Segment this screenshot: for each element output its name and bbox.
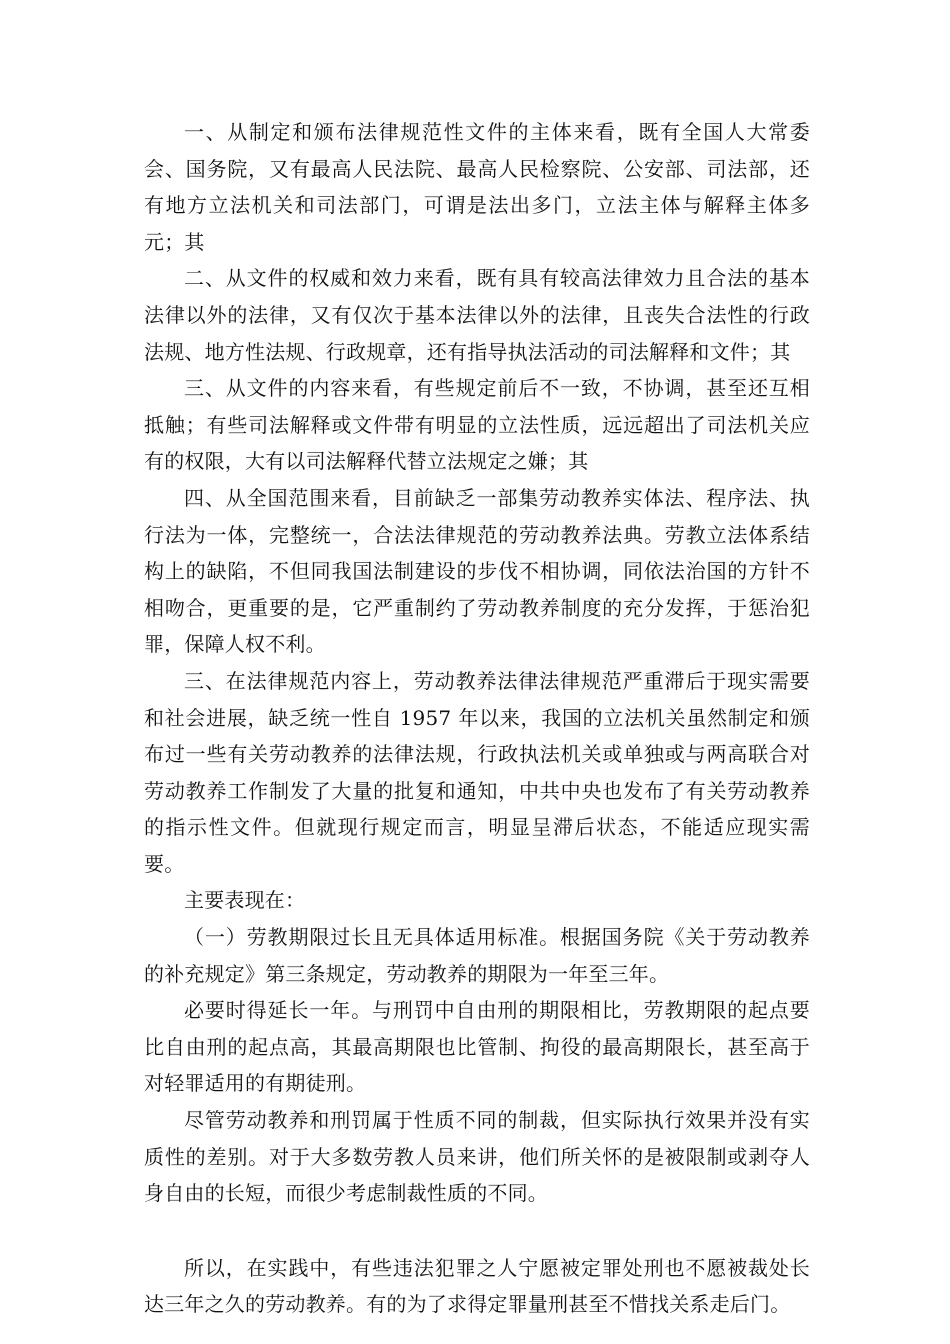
paragraph-4: 四、从全国范围来看，目前缺乏一部集劳动教养实体法、程序法、执行法为一体，完整统一，合法法律规范的劳动教养法典。劳教立法体系结构上的缺陷，不但同我国法制建设的步伐不相协调，同依法治国的方针不相吻合，更重要的是，它严重制约了劳动教养制度的充分发挥，于惩治犯罪，保障人权不利。	[144, 485, 810, 657]
paragraph-10: 所以，在实践中，有些违法犯罪之人宁愿被定罪处刑也不愿被裁处长达三年之久的劳动教养。有的为了求得定罪量刑甚至不惜找关系走后门。	[144, 1255, 810, 1317]
paragraph-2: 二、从文件的权威和效力来看，既有具有较高法律效力且合法的基本法律以外的法律，又有仅次于基本法律以外的法律，且丧失合法性的行政法规、地方性法规、行政规章，还有指导执法活动的司法解释和文件；其	[144, 266, 810, 364]
paragraph-3: 三、从文件的内容来看，有些规定前后不一致，不协调，甚至还互相抵触；有些司法解释或文件带有明显的立法性质，远远超出了司法机关应有的权限，大有以司法解释代替立法规定之嫌；其	[144, 376, 810, 474]
paragraph-8: 必要时得延长一年。与刑罚中自由刑的期限相比，劳教期限的起点要比自由刑的起点高，其最高期限也比管制、拘役的最高期限长，甚至高于对轻罪适用的有期徒刑。	[144, 998, 810, 1096]
paragraph-6: 主要表现在：	[184, 888, 306, 913]
paragraph-7: （一）劳教期限过长且无具体适用标准。根据国务院《关于劳动教养的补充规定》第三条规定，劳动教养的期限为一年至三年。	[144, 925, 810, 986]
paragraph-5: 三、在法律规范内容上，劳动教养法律法律规范严重滞后于现实需要和社会进展，缺乏统一性自 1957 年以来，我国的立法机关虽然制定和颁布过一些有关劳动教养的法律法规，行政执法机关或单独或与两高联合对劳动教养工作制发了大量的批复和通知，中共中央也发布了有关劳动教养的指示性文件。但就现行规定而言，明显呈滞后状态，不能适应现实需要。	[144, 668, 810, 876]
paragraph-9: 尽管劳动教养和刑罚属于性质不同的制裁，但实际执行效果并没有实质性的差别。对于大多数劳教人员来讲，他们所关怀的是被限制或剥夺人身自由的长短，而很少考虑制裁性质的不同。	[144, 1108, 810, 1206]
document-body	[144, 114, 810, 1323]
paragraph-1: 一、从制定和颁布法律规范性文件的主体来看，既有全国人大常委会、国务院，又有最高人民法院、最高人民检察院、公安部、司法部，还有地方立法机关和司法部门，可谓是法出多门，立法主体与解释主体多元；其	[144, 120, 810, 254]
paragraph-gap	[144, 1212, 810, 1250]
